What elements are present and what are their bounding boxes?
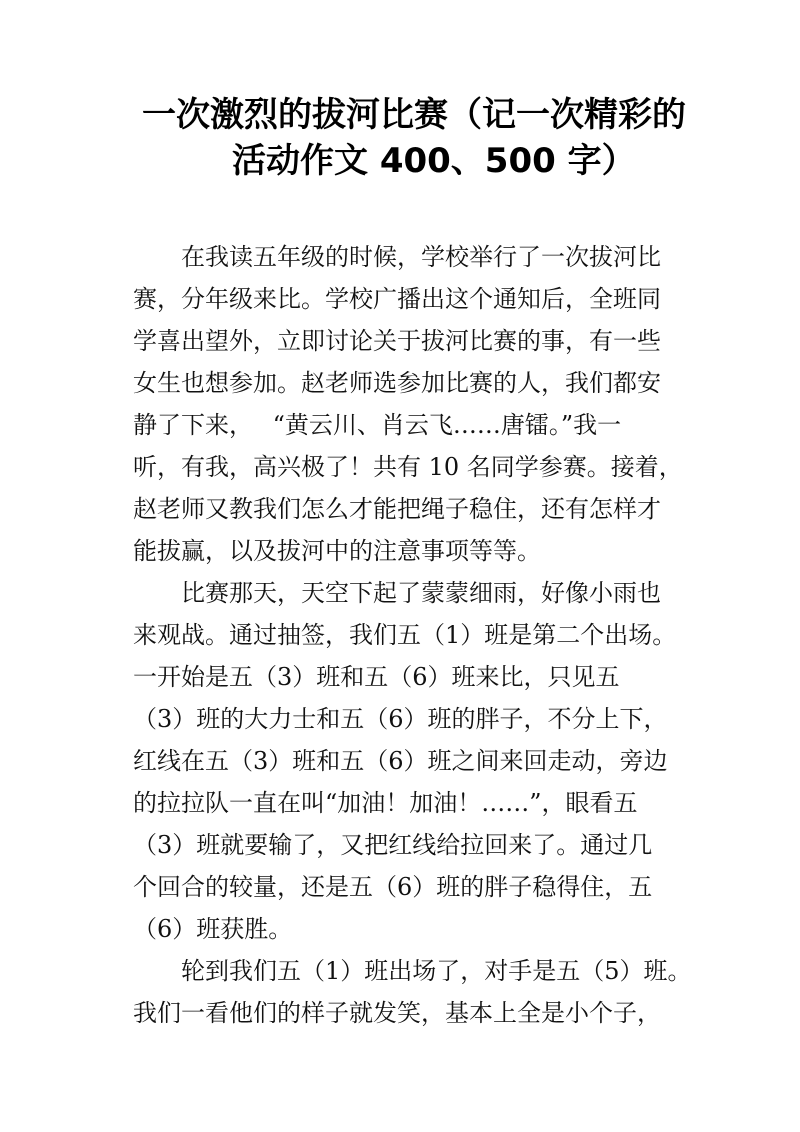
paragraph-3 <box>133 950 692 1034</box>
text-line: 听，有我，高兴极了！共有 10 名同学参赛。接着， <box>133 453 683 481</box>
text-line: 能拔赢，以及拔河中的注意事项等等。 <box>133 537 541 565</box>
document-body <box>133 236 692 1034</box>
text-line: 个回合的较量，还是五（6）班的胖子稳得住，五 <box>133 873 653 901</box>
text-line: 女生也想参加。赵老师选参加比赛的人，我们都安 <box>133 369 661 397</box>
text-line: 赛，分年级来比。学校广播出这个通知后，全班同 <box>133 285 661 313</box>
text-line: 红线在五（3）班和五（6）班之间来回走动，旁边 <box>133 747 668 775</box>
text-line: （6）班获胜。 <box>133 915 293 943</box>
text-line: 的拉拉队一直在叫“加油！加油！……”，眼看五 <box>133 789 638 817</box>
paragraph-2 <box>133 572 677 950</box>
text-line: 赵老师又教我们怎么才能把绳子稳住，还有怎样才 <box>133 495 661 523</box>
text-line: 来观战。通过抽签，我们五（1）班是第二个出场。 <box>133 621 677 649</box>
text-line: 静了下来， “黄云川、肖云飞……唐镭。”我一 <box>133 411 622 439</box>
text-line: 比赛那天，天空下起了蒙蒙细雨，好像小雨也 <box>133 579 661 607</box>
text-line: 轮到我们五（1）班出场了，对手是五（5）班。 <box>133 957 692 985</box>
text-line: 在我读五年级的时候，学校举行了一次拔河比 <box>133 243 661 271</box>
text-line: （3）班的大力士和五（6）班的胖子，不分上下， <box>133 705 668 733</box>
title-line-2: 活动作文 400、500 字） <box>232 141 636 181</box>
text-line: 我们一看他们的样子就发笑，基本上全是小个子， <box>133 999 661 1027</box>
text-line: 一开始是五（3）班和五（6）班来比，只见五 <box>133 663 620 691</box>
document-title <box>120 92 686 184</box>
paragraph-1 <box>133 236 683 572</box>
text-line: 学喜出望外，立即讨论关于拔河比赛的事，有一些 <box>133 327 661 355</box>
title-line-1: 一次激烈的拔河比赛（记一次精彩的 <box>142 95 686 135</box>
text-line: （3）班就要输了，又把红线给拉回来了。通过几 <box>133 831 653 859</box>
